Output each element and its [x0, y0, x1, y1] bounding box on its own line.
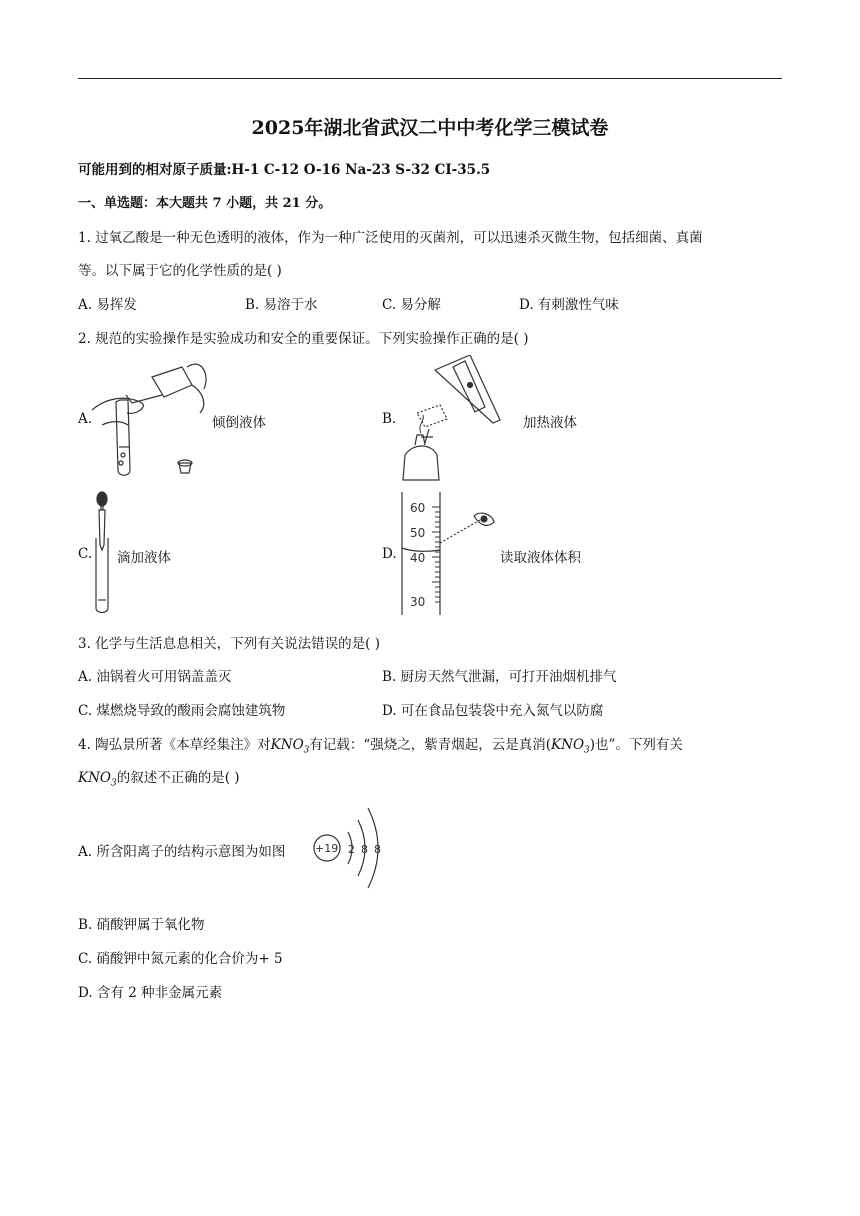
q4-option-a: A. 所含阳离子的结构示意图为如图 — [78, 844, 286, 860]
ion-structure-diagram — [308, 798, 388, 898]
tick-label-50: 50 — [410, 526, 426, 540]
q1-stem-line1: 1. 过氧乙酸是一种无色透明的液体，作为一种广泛使用的灭菌剂，可以迅速杀灭微生物，包括细菌、真菌 — [78, 230, 703, 246]
dropping-liquid-figure — [92, 490, 117, 615]
section-heading: 一、单选题：本大题共 7 小题，共 21 分。 — [78, 196, 332, 211]
atomic-masses: 可能用到的相对原子质量:H-1 C-12 O-16 Na-23 S-32 CI-35.5 — [78, 162, 491, 178]
q2-c-label: 滴加液体 — [117, 550, 171, 566]
tick-label-40: 40 — [410, 551, 426, 565]
q1-option-d: D. 有刺激性气味 — [519, 297, 619, 313]
q1-stem-line2: 等。以下属于它的化学性质的是( ) — [78, 263, 282, 279]
q1-option-b: B. 易溶于水 — [245, 297, 318, 313]
q4-stem-post: )也”。下列有关 — [589, 737, 683, 753]
shell-2-electrons: 8 — [361, 843, 368, 856]
q2-a-label: 倾倒液体 — [212, 415, 266, 431]
q4-option-b: B. 硝酸钾属于氧化物 — [78, 917, 205, 933]
shell-3-electrons: 8 — [374, 843, 381, 856]
formula-sub: 3 — [584, 745, 590, 756]
shell-1-electrons: 2 — [348, 843, 355, 856]
tick-label-60: 60 — [410, 501, 426, 515]
q4-stem-mid: 有记载：“强烧之，紫青烟起，云是真消( — [309, 737, 552, 753]
q1-option-a: A. 易挥发 — [78, 297, 137, 313]
q2-b-label: 加热液体 — [523, 415, 577, 431]
formula-base: KNO — [551, 737, 585, 753]
q3-option-b: B. 厨房天然气泄漏，可打开油烟机排气 — [382, 669, 617, 685]
pouring-liquid-figure — [92, 355, 212, 480]
tick-label-30: 30 — [410, 595, 426, 609]
q2-c-letter: C. — [78, 546, 93, 562]
top-rule — [78, 78, 782, 79]
formula-kno3 — [551, 737, 590, 756]
q4-option-c: C. 硝酸钾中氮元素的化合价为+ 5 — [78, 951, 283, 967]
q2-b-letter: B. — [382, 411, 397, 427]
q4-stem-pre: 4. 陶弘景所著《本草经集注》对 — [78, 737, 271, 753]
formula-kno3 — [270, 737, 310, 756]
formula-sub: 3 — [110, 778, 117, 789]
formula-kno3 — [78, 770, 117, 789]
nucleus-charge: +19 — [315, 842, 339, 855]
q3-option-c: C. 煤燃烧导致的酸雨会腐蚀建筑物 — [78, 703, 286, 719]
q3-option-a: A. 油锅着火可用锅盖盖灭 — [78, 669, 232, 685]
q2-a-letter: A. — [78, 411, 93, 427]
q2-d-label: 读取液体体积 — [500, 550, 581, 566]
q4-option-d: D. 含有 2 种非金属元素 — [78, 985, 223, 1001]
page-title: 2025年湖北省武汉二中中考化学三模试卷 — [251, 117, 609, 139]
q3-option-d: D. 可在食品包装袋中充入氮气以防腐 — [382, 703, 604, 719]
q4-stem-line2 — [78, 766, 240, 789]
heating-liquid-figure — [395, 355, 505, 482]
formula-base: KNO — [78, 770, 111, 786]
q4-stem-line1 — [78, 733, 683, 756]
q2-d-letter: D. — [382, 546, 397, 562]
reading-volume-figure — [398, 490, 498, 615]
formula-sub: 3 — [303, 745, 310, 756]
q4-stem-line2-text: 的叙述不正确的是( ) — [116, 770, 240, 786]
q2-stem: 2. 规范的实验操作是实验成功和安全的重要保证。下列实验操作正确的是( ) — [78, 331, 529, 347]
formula-base: KNO — [270, 737, 304, 753]
q1-option-c: C. 易分解 — [382, 297, 441, 313]
q3-stem: 3. 化学与生活息息相关，下列有关说法错误的是( ) — [78, 636, 380, 652]
